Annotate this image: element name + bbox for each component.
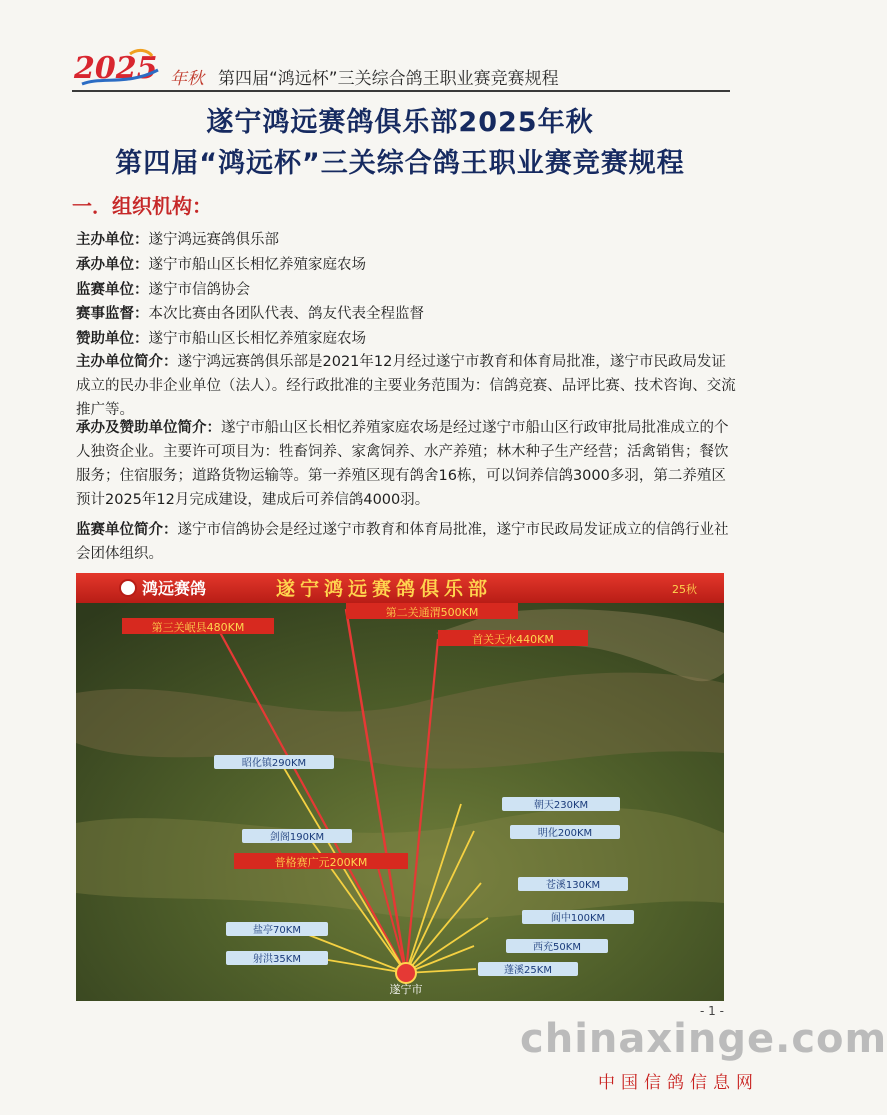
- org-value: 遂宁市船山区长相忆养殖家庭农场: [148, 257, 366, 273]
- org-label: 赞助单位：: [76, 331, 149, 347]
- org-row-sponsor: [76, 327, 736, 351]
- org-label: 主办单位：: [76, 232, 149, 248]
- intro-text: 遂宁市船山区长相忆养殖家庭农场是经过遂宁市船山区行政审批局批准成立的个人独资企业。主要许可项目为：牲畜饲养、家禽饲养、水产养殖；林木种子生产经营；活禽销售；餐饮服务；住宿服务；道路货物运输等。第一养殖区现有鸽舍16栋，可以饲养信鸽3000多羽，第二养殖区预计2025年12月完成建设，建成后可养信鸽4000羽。: [76, 420, 729, 508]
- site-label: 盐亭70KM: [253, 925, 301, 936]
- map-label-cangxi: [518, 877, 628, 891]
- intro-text: 遂宁鸿远赛鸽俱乐部是2021年12月经过遂宁市教育和体育局批准，遂宁市民政局发证成立的民办非企业单位（法人）。经行政批准的主要业务范围为：信鸽竞赛、品评比赛、技术咨询、交流推广等。: [76, 354, 736, 418]
- site-label: 苍溪130KM: [545, 880, 601, 891]
- page-number: - 1 -: [700, 1004, 724, 1018]
- home-loft-marker: [396, 963, 416, 983]
- logo-text: 2025: [74, 51, 158, 86]
- site-watermark-cn: 中国信鸽信息网: [598, 1073, 759, 1093]
- org-label: 监赛单位：: [76, 282, 149, 298]
- org-label: 承办单位：: [76, 257, 149, 273]
- org-row-organizer: [76, 253, 736, 277]
- map-label-shehong: [226, 951, 328, 965]
- site-label: 明化200KM: [537, 828, 593, 839]
- org-row-supervision: [76, 302, 736, 326]
- home-loft-label: 遂宁市: [389, 983, 423, 996]
- map-label-yanting: [226, 922, 328, 936]
- intro-label: 承办及赞助单位简介：: [76, 420, 221, 436]
- map-label-zhaohua: [214, 755, 334, 769]
- race-route-map: [76, 573, 724, 1001]
- map-club-name: 遂宁鸿远赛鸽俱乐部: [276, 578, 493, 600]
- header-divider: [72, 90, 730, 92]
- intro-supervisor: [76, 518, 736, 566]
- org-value: 本次比赛由各团队代表、鸽友代表全程监督: [148, 306, 424, 322]
- map-label-jiange: [242, 829, 352, 843]
- site-label: 首关天水440KM: [472, 633, 554, 646]
- site-label: 普格赛广元200KM: [274, 856, 368, 869]
- site-label: 第二关通渭500KM: [385, 606, 479, 619]
- intro-organizer: [76, 416, 736, 512]
- map-label-xichong: [506, 939, 608, 953]
- map-label-chaotian: [502, 797, 620, 811]
- section-heading: 一．组织机构：: [72, 194, 212, 218]
- site-label: 第三关岷县480KM: [151, 621, 245, 634]
- org-value: 遂宁市信鸽协会: [148, 282, 250, 298]
- map-svg: [76, 573, 724, 1001]
- site-label: 剑阁190KM: [269, 832, 325, 843]
- site-watermark: chinaxinge.com: [520, 1016, 887, 1062]
- site-label: 射洪35KM: [253, 954, 301, 965]
- org-row-supervisor-unit: [76, 278, 736, 302]
- site-label: 西充50KM: [533, 942, 581, 953]
- org-label: 赛事监督：: [76, 306, 149, 322]
- site-label: 阆中100KM: [550, 913, 606, 924]
- map-label-langzhong: [522, 910, 634, 924]
- header-title: [170, 64, 559, 89]
- site-label: 昭化镇290KM: [241, 758, 307, 769]
- logo-2025: [72, 46, 162, 88]
- map-label-tianshui: [438, 630, 588, 646]
- intro-label: 监赛单位简介：: [76, 522, 178, 538]
- intro-host: [76, 350, 736, 422]
- map-label-minghua: [510, 825, 620, 839]
- document-title-line2: 第四届“鸿远杯”三关综合鸽王职业赛竞赛规程: [115, 148, 685, 179]
- page-header: [72, 44, 730, 92]
- intro-text: 遂宁市信鸽协会是经过遂宁市教育和体育局批准，遂宁市民政局发证成立的信鸽行业社会团体组织。: [76, 522, 729, 562]
- header-season: 年秋: [170, 69, 204, 89]
- map-label-pengxi: [478, 962, 578, 976]
- header-title-text: 第四届“鸿远杯”三关综合鸽王职业赛竞赛规程: [218, 69, 559, 89]
- site-label: 朝天230KM: [533, 800, 589, 811]
- map-label-tongwei: [346, 603, 518, 619]
- map-brand: 鸿远赛鸽: [142, 579, 207, 598]
- map-label-guangyuan: [234, 853, 408, 869]
- org-value: 遂宁鸿远赛鸽俱乐部: [148, 232, 279, 248]
- intro-label: 主办单位简介：: [76, 354, 178, 370]
- site-label: 蓬溪25KM: [504, 965, 552, 976]
- map-season-tag: 25秋: [672, 583, 697, 596]
- org-value: 遂宁市船山区长相忆养殖家庭农场: [148, 331, 366, 347]
- document-title-line1: 遂宁鸿远赛鸽俱乐部2025年秋: [206, 107, 594, 138]
- org-row-host: [76, 228, 736, 252]
- map-label-minxian: [122, 618, 274, 634]
